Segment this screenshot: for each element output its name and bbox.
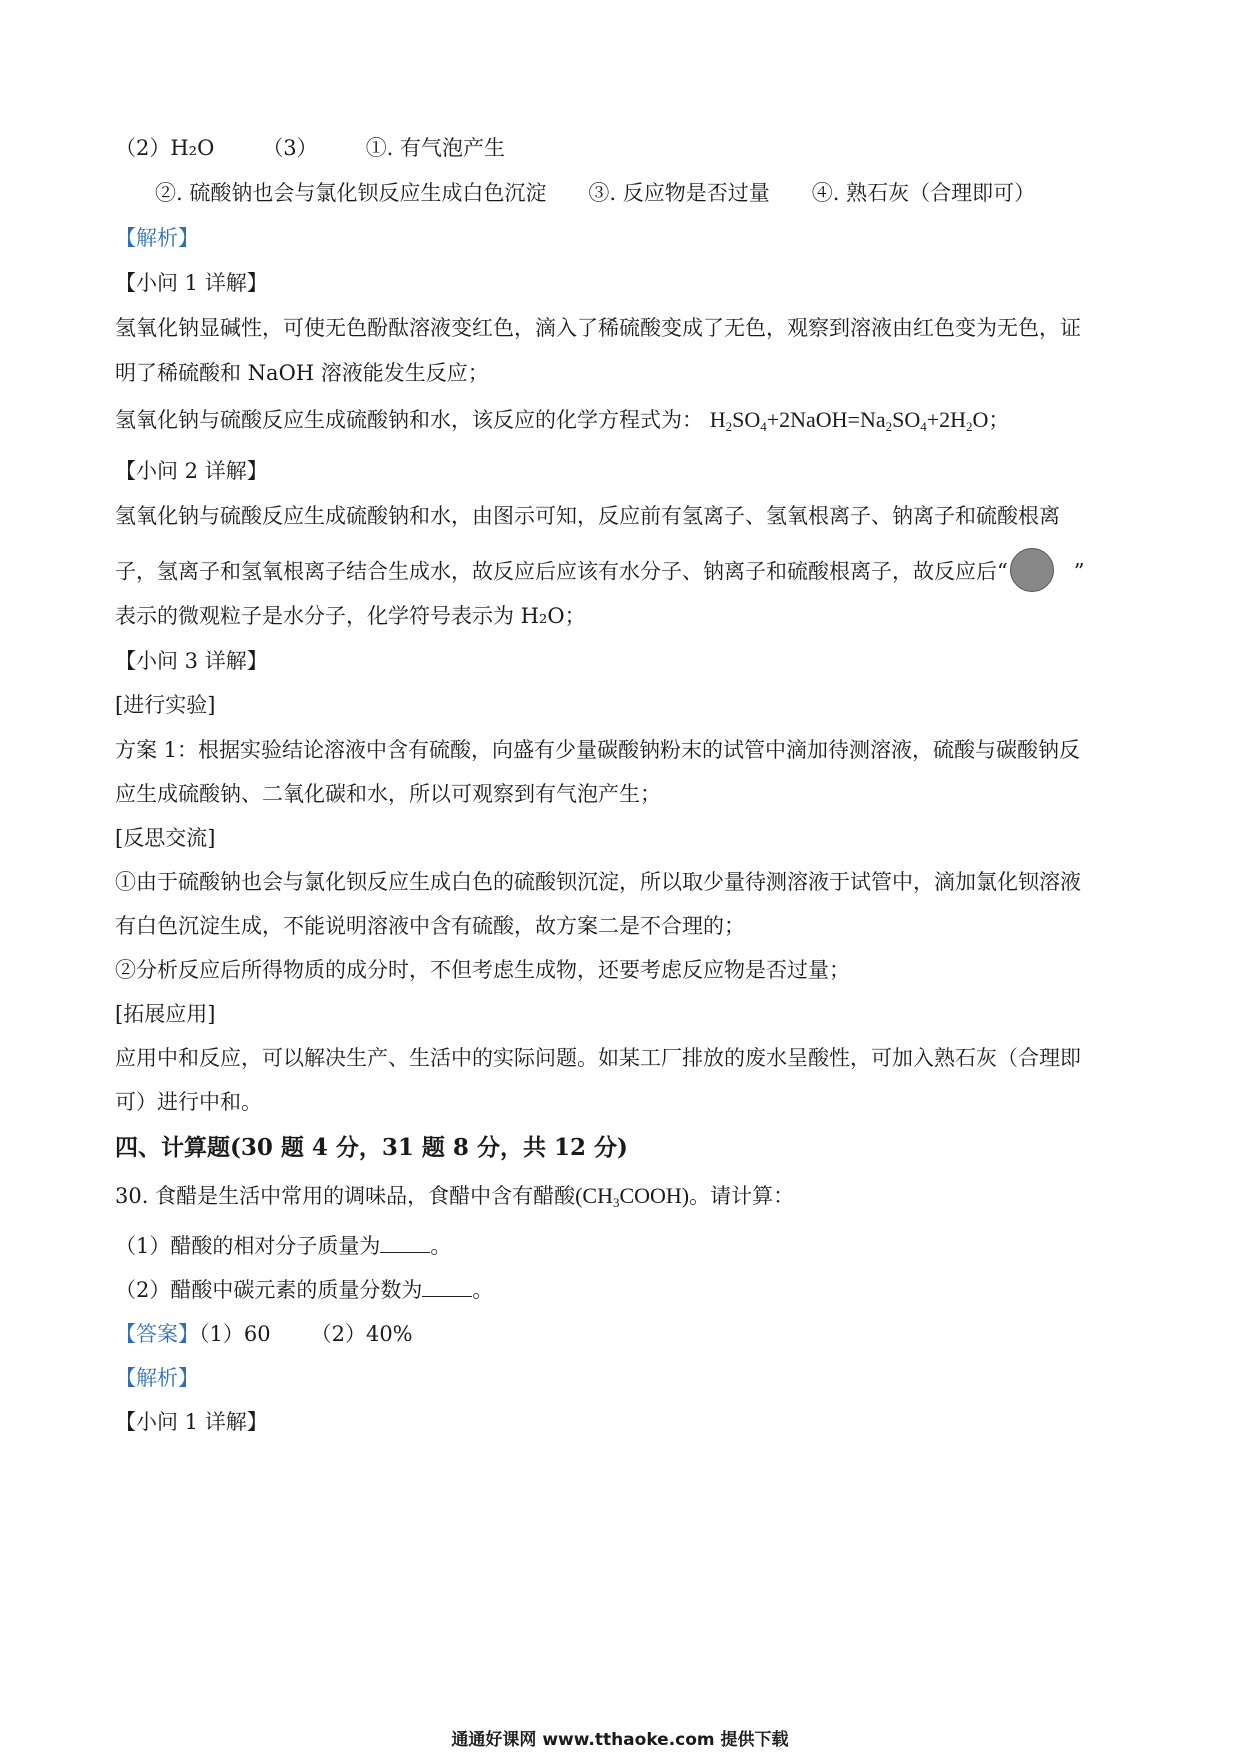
equation-end: ； — [988, 408, 1010, 432]
sub-question-1-end: 。 — [430, 1234, 452, 1258]
page-footer: 通通好课网 www.tthaoke.com 提供下载 — [451, 1730, 789, 1750]
chemical-equation-line — [115, 405, 1130, 435]
question-2-heading: 【小问 2 详解】 — [115, 459, 268, 483]
water-molecule-icon — [1010, 548, 1054, 592]
chemical-equation: $H_2SO_4+2NaOH=Na_2SO_4+2H_2O$ — [709, 407, 989, 434]
extension-text: 可）进行中和。 — [115, 1090, 262, 1114]
question-30-sub-1 — [115, 1231, 1130, 1261]
question-1-text: 氢氧化钠显碱性，可使无色酚酞溶液变红色，滴入了稀硫酸变成了无色，观察到溶液由红色变为无色，证 — [115, 316, 1081, 340]
answer-blank-2: ②. 硫酸钠也会与氯化钡反应生成白色沉淀 — [155, 181, 547, 205]
reflection-text: ①由于硫酸钠也会与氯化钡反应生成白色的硫酸钡沉淀，所以取少量待测溶液于试管中，滴加氯化钡溶液 — [115, 870, 1081, 894]
section-heading: 四、计算题(30 题 4 分，31 题 8 分，共 12 分) — [115, 1134, 628, 1161]
question-30-stem: 30. 食醋是生活中常用的调味品，食醋中含有醋酸 — [115, 1184, 576, 1208]
reflection-label: [反思交流] — [115, 826, 216, 850]
experiment-label: [进行实验] — [115, 693, 216, 717]
answer-blank — [380, 1234, 430, 1253]
equation-intro: 氢氧化钠与硫酸反应生成硫酸钠和水，该反应的化学方程式为： — [115, 408, 703, 432]
answer-blank — [422, 1278, 472, 1297]
question-30-1-heading: 【小问 1 详解】 — [115, 1410, 268, 1434]
reflection-text: 有白色沉淀生成，不能说明溶液中含有硫酸，故方案二是不合理的； — [115, 914, 745, 938]
answer-1: （1）60 — [199, 1322, 271, 1346]
answer-blank-1: ①. 有气泡产生 — [365, 136, 506, 160]
answer-label: 【答案】 — [115, 1322, 199, 1346]
sub-question-1-text: （1）醋酸的相对分子质量为 — [115, 1234, 381, 1258]
analysis-label: 【解析】 — [115, 226, 199, 250]
answer-line — [115, 1319, 1130, 1349]
acetic-acid-formula: $(CH_3COOH)$ — [575, 1183, 690, 1210]
answer-2: （2）40% — [310, 1322, 413, 1346]
analysis-label: 【解析】 — [115, 1366, 199, 1390]
experiment-text: 应生成硫酸钠、二氧化碳和水，所以可观察到有气泡产生； — [115, 782, 661, 806]
question-1-heading: 【小问 1 详解】 — [115, 271, 268, 295]
answer-part-3: （3） — [262, 136, 318, 160]
experiment-text: 方案 1：根据实验结论溶液中含有硫酸，向盛有少量碳酸钠粉末的试管中滴加待测溶液，硫酸与碳酸钠反 — [115, 738, 1081, 762]
extension-label: [拓展应用] — [115, 1002, 216, 1026]
question-2-sentence: 子，氢离子和氢氧根离子结合生成水，故反应后应该有水分子、钠离子和硫酸根离子，故反应后“ — [115, 559, 1008, 584]
question-30-sub-2 — [115, 1275, 1130, 1305]
question-30-end: 。请计算： — [689, 1184, 795, 1208]
sub-question-2-text: （2）醋酸中碳元素的质量分数为 — [115, 1278, 423, 1302]
sub-question-2-end: 。 — [472, 1278, 494, 1302]
quote-close: ” — [1073, 559, 1085, 584]
question-30-text — [115, 1181, 1130, 1211]
question-2-text — [115, 551, 1130, 595]
answer-part-2: （2）H₂O — [115, 136, 215, 160]
question-2-text: 表示的微观粒子是水分子，化学符号表示为 H₂O； — [115, 604, 586, 628]
question-3-heading: 【小问 3 详解】 — [115, 649, 268, 673]
question-2-text: 氢氧化钠与硫酸反应生成硫酸钠和水，由图示可知，反应前有氢离子、氢氧根离子、钠离子和硫酸根离 — [115, 504, 1060, 528]
reflection-text: ②分析反应后所得物质的成分时，不但考虑生成物，还要考虑反应物是否过量； — [115, 958, 850, 982]
question-1-text: 明了稀硫酸和 NaOH 溶液能发生反应； — [115, 361, 489, 385]
previous-answer-line-2 — [155, 178, 1170, 208]
answer-blank-4: ④. 熟石灰（合理即可） — [811, 181, 1036, 205]
extension-text: 应用中和反应，可以解决生产、生活中的实际问题。如某工厂排放的废水呈酸性，可加入熟石灰（合理即 — [115, 1046, 1081, 1070]
previous-answer-line-1 — [115, 133, 1130, 163]
answer-blank-3: ③. 反应物是否过量 — [588, 181, 770, 205]
